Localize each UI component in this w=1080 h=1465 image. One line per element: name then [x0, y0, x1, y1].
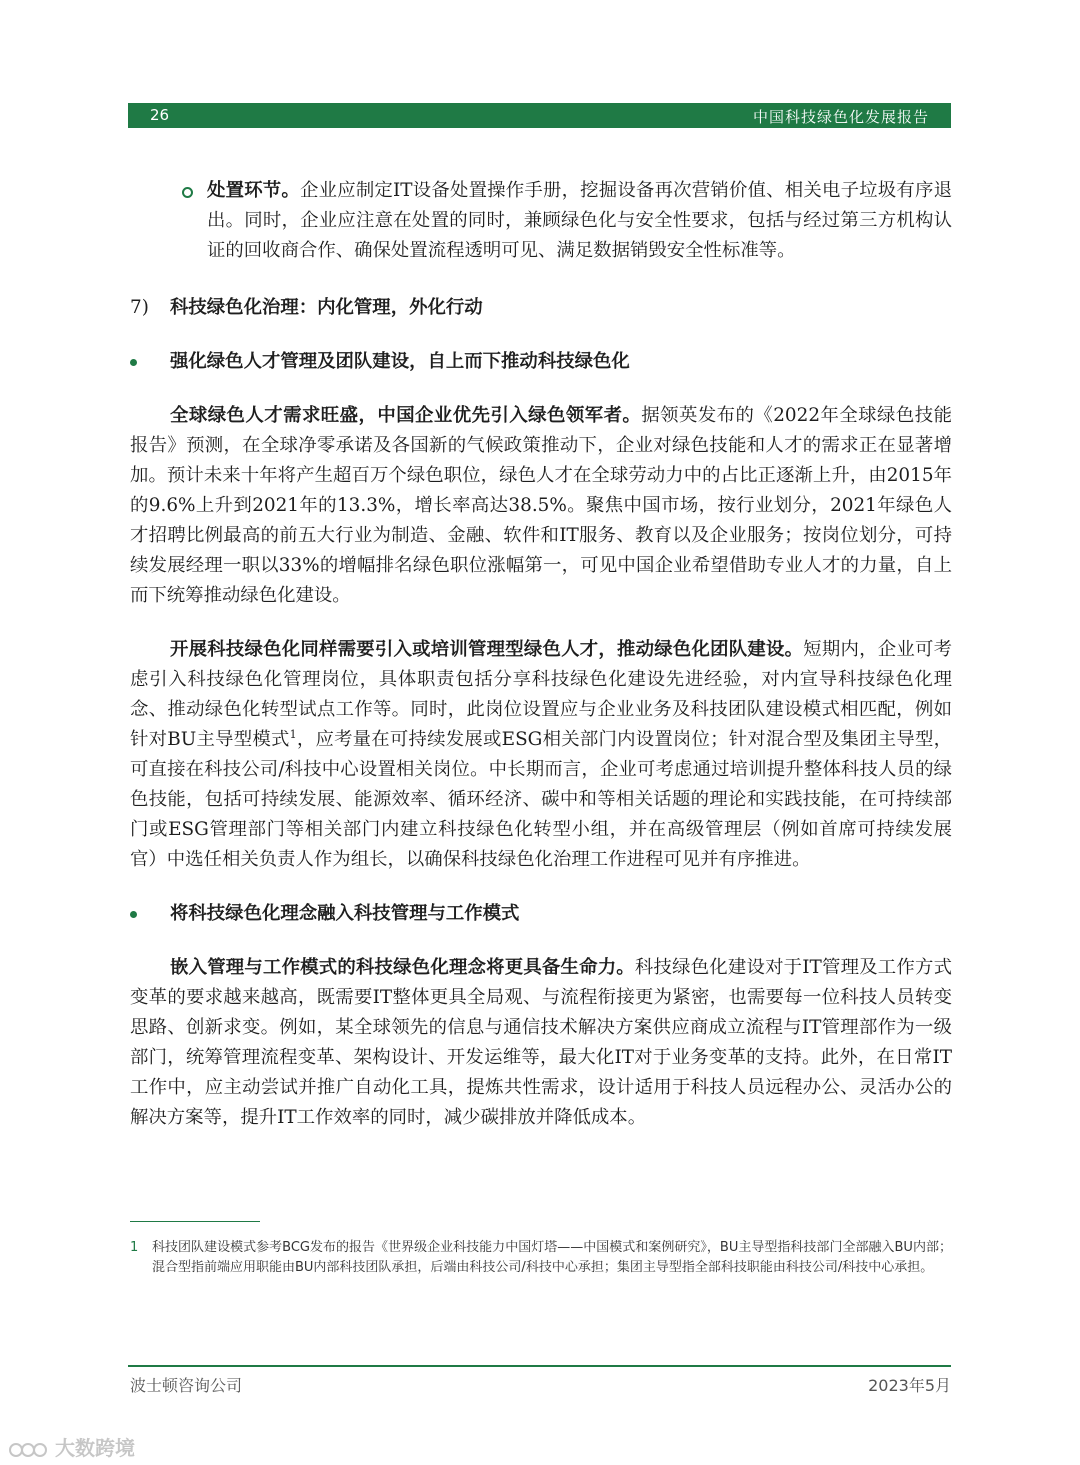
section-number: 7): [130, 297, 149, 318]
main-content: [130, 176, 952, 1133]
page-number: 26: [150, 106, 170, 124]
footnote-number: 1: [130, 1240, 139, 1255]
sub-bullet-lead: 处置环节。: [207, 180, 301, 201]
bullet-work-mode-title: 将科技绿色化理念融入科技管理与工作模式: [170, 903, 520, 924]
paragraph-lead: 全球绿色人才需求旺盛，中国企业优先引入绿色领军者。: [170, 405, 642, 426]
footnote: [130, 1238, 952, 1278]
footer-divider: [128, 1365, 951, 1367]
paragraph-text: 短期内，企业可考虑引入科技绿色化管理岗位，具体职责包括分享科技绿色化建设先进经验，对内宣导科技绿色化理念、推动绿色化转型试点工作等。同时，此岗位设置应与企业业务及科技团队建设模式相匹配，例如针对BU主导型模式: [130, 639, 952, 750]
section-title: 科技绿色化治理：内化管理，外化行动: [170, 297, 483, 318]
section-heading: [130, 293, 952, 323]
page-header-bar: [128, 103, 951, 128]
paragraph-text: 据领英发布的《2022年全球绿色技能报告》预测，在全球净零承诺及各国新的气候政策推动下，企业对绿色技能和人才的需求正在显著增加。预计未来十年将产生超百万个绿色职位，绿色人才在全球劳动力中的占比正逐渐上升，由2015年的9.6%上升到2021年的13.3%，增长率高达38.5%。聚焦中国市场，按行业划分，2021年绿色人才招聘比例最高的前五大行业为制造、金融、软件和IT服务、教育以及企业服务；按岗位划分，可持续发展经理一职以33%的增幅排名绿色职位涨幅第一，可见中国企业希望借助专业人才的力量，自上而下统筹推动绿色化建设。: [130, 405, 952, 606]
sub-bullet-text: 企业应制定IT设备处置操作手册，挖掘设备再次营销价值、相关电子垃圾有序退出。同时，企业应注意在处置的同时，兼顾绿色化与安全性要求，包括与经过第三方机构认证的回收商合作、确保处置流程透明可见、满足数据销毁安全性标准等。: [207, 180, 952, 261]
sub-bullet-disposal: [130, 176, 952, 266]
bullet-dot-icon: [130, 911, 137, 918]
paragraph-text-cont: ，应考量在可持续发展或ESG相关部门内设置岗位；针对混合型及集团主导型，可直接在科技公司/科技中心设置相关岗位。中长期而言，企业可考虑通过培训提升整体科技人员的绿色技能，包括可持续发展、能源效率、循环经济、碳中和等相关话题的理论和实践技能，在可持续部门或ESG管理部门等相关部门内建立科技绿色化转型小组，并在高级管理层（例如首席可持续发展官）中选任相关负责人作为组长，以确保科技绿色化治理工作进程可见并有序推进。: [130, 729, 953, 870]
footnote-reference[interactable]: 1: [289, 727, 297, 741]
footnote-text: 科技团队建设模式参考BCG发布的报告《世界级企业科技能力中国灯塔——中国模式和案例研究》，BU主导型指科技部门全部融入BU内部；混合型指前端应用职能由BU内部科技团队承担，后端由科技公司/科技中心承担；集团主导型指全部科技职能由科技公司/科技中心承担。: [152, 1240, 952, 1275]
footer-date: 2023年5月: [868, 1376, 951, 1395]
watermark: [8, 1432, 135, 1460]
paragraph-lead: 嵌入管理与工作模式的科技绿色化理念将更具备生命力。: [170, 957, 635, 978]
paragraph-lead: 开展科技绿色化同样需要引入或培训管理型绿色人才，推动绿色化团队建设。: [170, 639, 804, 660]
paragraph-work-mode: [130, 953, 952, 1133]
bullet-talent-title: 强化绿色人才管理及团队建设，自上而下推动科技绿色化: [170, 351, 630, 372]
paragraph-green-talent: [130, 401, 952, 611]
footer-company: 波士顿咨询公司: [130, 1376, 243, 1395]
footnote-divider: [130, 1221, 260, 1222]
paragraph-team-building: [130, 635, 952, 875]
bullet-dot-icon: [130, 359, 137, 366]
watermark-logo-icon: [8, 1439, 48, 1461]
bullet-work-mode: [130, 899, 952, 929]
report-title: 中国科技绿色化发展报告: [752, 108, 929, 126]
paragraph-text: 科技绿色化建设对于IT管理及工作方式变革的要求越来越高，既需要IT整体更具全局观、与流程衔接更为紧密，也需要每一位科技人员转变思路、创新求变。例如，某全球领先的信息与通信技术解决方案供应商成立流程与IT管理部作为一级部门，统筹管理流程变革、架构设计、开发运维等，最大化IT对于业务变革的支持。此外，在日常IT工作中，应主动尝试并推广自动化工具，提炼共性需求，设计适用于科技人员远程办公、灵活办公的解决方案等，提升IT工作效率的同时，减少碳排放并降低成本。: [130, 957, 952, 1128]
bullet-talent: [130, 347, 952, 377]
watermark-text: 大数跨境: [54, 1436, 135, 1460]
hollow-bullet-icon: [182, 187, 193, 198]
